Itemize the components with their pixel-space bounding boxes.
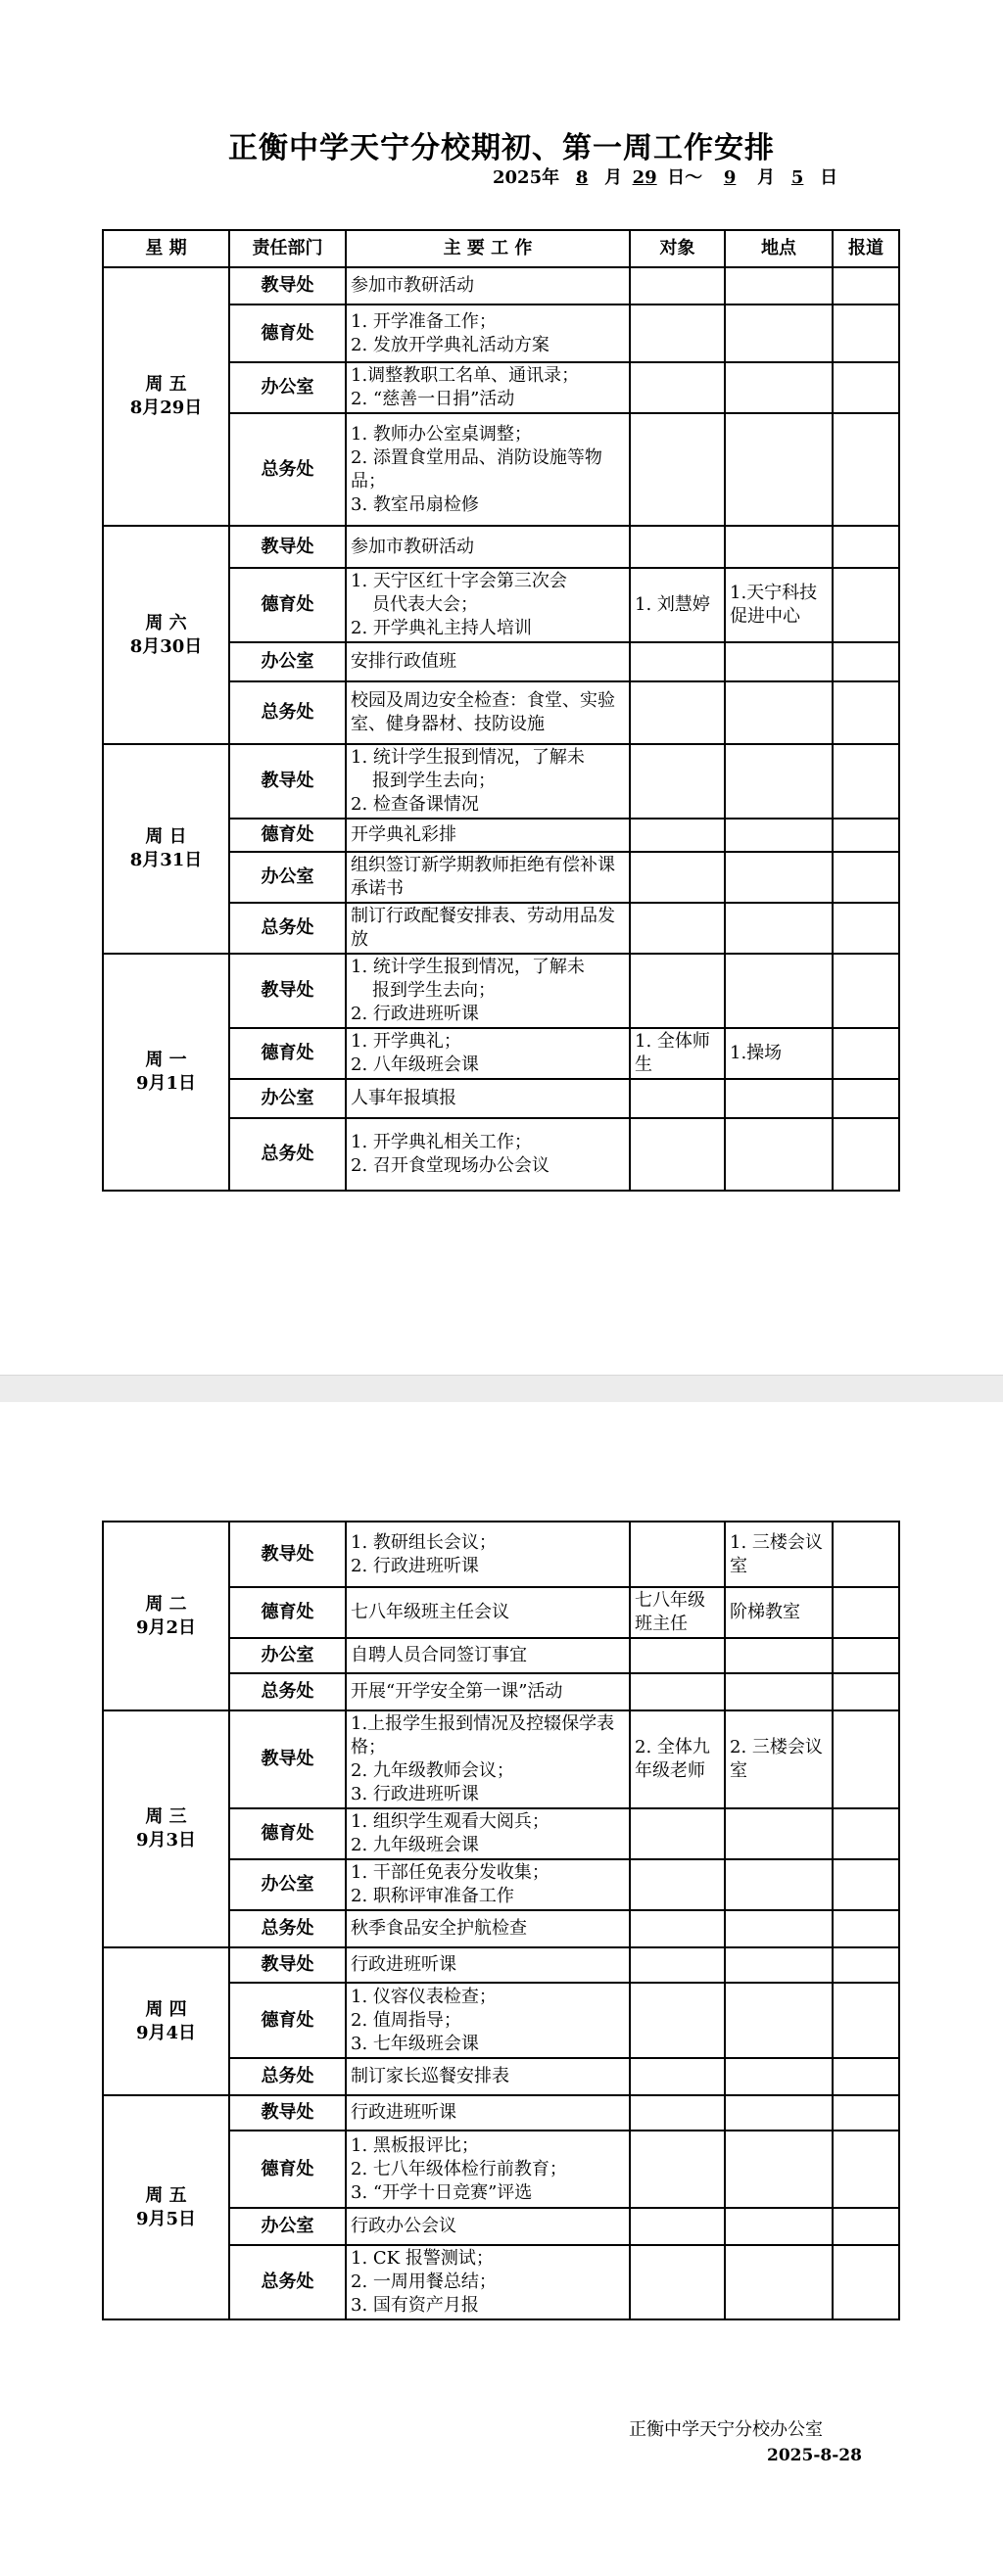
report-cell xyxy=(833,1587,899,1638)
report-cell xyxy=(833,819,899,852)
location-cell: 阶梯教室 xyxy=(725,1587,833,1638)
target-cell xyxy=(630,2208,725,2245)
work-cell xyxy=(346,267,630,304)
work-line: 制订行政配餐安排表、劳动用品发放 xyxy=(351,906,615,950)
target-cell xyxy=(630,1522,725,1587)
department-cell: 教导处 xyxy=(229,954,346,1028)
work-line: 报到学生去向； xyxy=(372,771,496,791)
location-cell xyxy=(725,1859,833,1910)
work-cell xyxy=(346,413,630,526)
work-cell xyxy=(346,681,630,744)
work-line: 3. 国有资产月报 xyxy=(351,2295,479,2316)
department-cell: 德育处 xyxy=(229,1983,346,2058)
work-cell xyxy=(346,1522,630,1587)
schedule-table-page-2 xyxy=(102,1521,900,2320)
target-cell xyxy=(630,1673,725,1710)
department-cell: 办公室 xyxy=(229,642,346,681)
department-cell: 办公室 xyxy=(229,852,346,903)
target-cell xyxy=(630,267,725,304)
report-cell xyxy=(833,2131,899,2208)
department-cell: 教导处 xyxy=(229,2095,346,2131)
location-cell xyxy=(725,2058,833,2095)
report-cell xyxy=(833,2058,899,2095)
report-cell xyxy=(833,526,899,568)
location-cell xyxy=(725,2095,833,2131)
location-cell xyxy=(725,744,833,819)
report-cell xyxy=(833,304,899,362)
work-cell xyxy=(346,1587,630,1638)
location-cell: 1.操场 xyxy=(725,1028,833,1079)
day-cell: 周 三 9月3日 xyxy=(103,1710,229,1947)
target-cell xyxy=(630,903,725,954)
table-row xyxy=(103,2095,899,2131)
table-header-row xyxy=(103,230,899,267)
report-cell xyxy=(833,1028,899,1079)
report-cell xyxy=(833,2208,899,2245)
work-line: 1. 开学准备工作； xyxy=(351,310,497,332)
target-cell xyxy=(630,526,725,568)
table-row xyxy=(103,526,899,568)
location-cell xyxy=(725,954,833,1028)
work-line: 1.上报学生报到情况及控辍保学表格； xyxy=(351,1713,615,1757)
work-cell xyxy=(346,2095,630,2131)
day-cell: 周 四 9月4日 xyxy=(103,1947,229,2095)
work-line: 参加市教研活动 xyxy=(351,275,474,296)
schedule-table-page-1 xyxy=(102,229,900,1192)
report-cell xyxy=(833,1910,899,1947)
report-cell xyxy=(833,2095,899,2131)
document-title: 正衡中学天宁分校期初、第一周工作安排 xyxy=(228,131,775,165)
day-cell: 周 五 9月5日 xyxy=(103,2095,229,2319)
work-cell xyxy=(346,852,630,903)
work-cell xyxy=(346,1710,630,1808)
work-line: 开展“开学安全第一课”活动 xyxy=(351,1681,563,1702)
location-cell xyxy=(725,852,833,903)
work-cell xyxy=(346,2131,630,2208)
work-line: 2. 行政进班听课 xyxy=(351,1555,479,1576)
report-cell xyxy=(833,852,899,903)
work-line: 2. 职称评审准备工作 xyxy=(351,1886,514,1906)
work-line: 安排行政值班 xyxy=(351,651,456,672)
work-line: 2. 检查备课情况 xyxy=(351,794,479,815)
table-row xyxy=(103,954,899,1028)
work-cell xyxy=(346,744,630,819)
work-line: 1. 教师办公室桌调整； xyxy=(351,423,532,445)
location-cell: 2. 三楼会议室 xyxy=(725,1710,833,1808)
work-line: 1. 仪容仪表检查； xyxy=(351,1986,497,2007)
location-cell xyxy=(725,413,833,526)
work-cell xyxy=(346,1947,630,1983)
end-day: 5 xyxy=(790,167,804,188)
document-page-2 xyxy=(0,1402,1003,2576)
report-cell xyxy=(833,642,899,681)
work-line: 制订家长巡餐安排表 xyxy=(351,2066,509,2086)
department-cell: 总务处 xyxy=(229,681,346,744)
header-department: 责任部门 xyxy=(229,230,346,267)
target-cell xyxy=(630,1638,725,1673)
work-cell xyxy=(346,526,630,568)
target-cell xyxy=(630,852,725,903)
target-cell xyxy=(630,681,725,744)
header-weekday: 星 期 xyxy=(103,230,229,267)
location-cell xyxy=(725,1910,833,1947)
work-line: 行政进班听课 xyxy=(351,2102,456,2123)
work-line: 七八年级班主任会议 xyxy=(351,1602,509,1622)
work-line: 秋季食品安全护航检查 xyxy=(351,1918,527,1939)
work-cell xyxy=(346,1028,630,1079)
work-cell xyxy=(346,819,630,852)
footer-date: 2025-8-28 xyxy=(767,2446,862,2465)
report-cell xyxy=(833,568,899,642)
location-cell xyxy=(725,362,833,413)
target-cell xyxy=(630,1983,725,2058)
work-line: 校园及周边安全检查：食堂、实验室、健身器材、技防设施 xyxy=(351,690,615,734)
report-cell xyxy=(833,1673,899,1710)
work-line: 3. 七年级班会课 xyxy=(351,2033,479,2054)
department-cell: 办公室 xyxy=(229,1079,346,1118)
start-month: 8 xyxy=(575,167,589,188)
footer-organization: 正衡中学天宁分校办公室 xyxy=(629,2419,823,2440)
target-cell xyxy=(630,413,725,526)
header-report: 报道 xyxy=(833,230,899,267)
header-location: 地点 xyxy=(725,230,833,267)
location-cell xyxy=(725,1079,833,1118)
target-cell: 1. 刘慧婷 xyxy=(630,568,725,642)
department-cell: 办公室 xyxy=(229,1859,346,1910)
location-cell: 1. 三楼会议室 xyxy=(725,1522,833,1587)
work-line: 3. “开学十日竞赛”评选 xyxy=(351,2181,533,2203)
department-cell: 总务处 xyxy=(229,1673,346,1710)
department-cell: 德育处 xyxy=(229,1808,346,1859)
target-cell xyxy=(630,304,725,362)
department-cell: 教导处 xyxy=(229,526,346,568)
department-cell: 总务处 xyxy=(229,1910,346,1947)
department-cell: 教导处 xyxy=(229,1522,346,1587)
work-cell xyxy=(346,1079,630,1118)
location-cell xyxy=(725,1638,833,1673)
work-line: 行政办公会议 xyxy=(351,2216,456,2236)
work-line: 2. 开学典礼主持人培训 xyxy=(351,618,532,638)
work-line: 1. 干部任免表分发收集； xyxy=(351,1862,549,1883)
department-cell: 德育处 xyxy=(229,568,346,642)
location-cell xyxy=(725,819,833,852)
work-line: 报到学生去向； xyxy=(372,980,496,1001)
day-cell: 周 二 9月2日 xyxy=(103,1522,229,1710)
work-line: 1. 统计学生报到情况，了解未 xyxy=(351,957,585,977)
table-row xyxy=(103,1947,899,1983)
target-cell xyxy=(630,954,725,1028)
department-cell: 德育处 xyxy=(229,304,346,362)
work-cell xyxy=(346,2058,630,2095)
department-cell: 教导处 xyxy=(229,1947,346,1983)
target-cell xyxy=(630,1808,725,1859)
department-cell: 总务处 xyxy=(229,903,346,954)
department-cell: 办公室 xyxy=(229,2208,346,2245)
work-cell xyxy=(346,1808,630,1859)
work-cell xyxy=(346,903,630,954)
location-cell xyxy=(725,1673,833,1710)
work-line: 1. 教研组长会议； xyxy=(351,1531,497,1553)
work-line: 1. 开学典礼； xyxy=(351,1031,461,1052)
work-line: 2. 一周用餐总结； xyxy=(351,2272,497,2292)
location-cell xyxy=(725,267,833,304)
department-cell: 教导处 xyxy=(229,267,346,304)
page-separator xyxy=(0,1375,1003,1404)
report-cell xyxy=(833,744,899,819)
table-row xyxy=(103,1522,899,1587)
work-line: 开学典礼彩排 xyxy=(351,824,456,845)
target-cell: 1. 全体师生 xyxy=(630,1028,725,1079)
location-cell xyxy=(725,1808,833,1859)
work-line: 2. 八年级班会课 xyxy=(351,1054,479,1075)
target-cell xyxy=(630,744,725,819)
work-line: 1. CK 报警测试； xyxy=(351,2248,494,2269)
work-cell xyxy=(346,1673,630,1710)
report-cell xyxy=(833,681,899,744)
table-row xyxy=(103,744,899,819)
target-cell: 2. 全体九年级老师 xyxy=(630,1710,725,1808)
department-cell: 教导处 xyxy=(229,1710,346,1808)
target-cell xyxy=(630,1910,725,1947)
report-cell xyxy=(833,1859,899,1910)
report-cell xyxy=(833,2245,899,2319)
work-cell xyxy=(346,304,630,362)
department-cell: 总务处 xyxy=(229,2245,346,2319)
department-cell: 办公室 xyxy=(229,362,346,413)
report-cell xyxy=(833,1710,899,1808)
work-line: 1. 黑板报评比； xyxy=(351,2134,479,2156)
work-cell xyxy=(346,954,630,1028)
target-cell xyxy=(630,1079,725,1118)
work-cell xyxy=(346,2208,630,2245)
work-cell xyxy=(346,2245,630,2319)
report-cell xyxy=(833,267,899,304)
report-cell xyxy=(833,1079,899,1118)
table-row xyxy=(103,267,899,304)
work-cell xyxy=(346,568,630,642)
target-cell xyxy=(630,1118,725,1191)
work-cell xyxy=(346,362,630,413)
department-cell: 德育处 xyxy=(229,819,346,852)
target-cell xyxy=(630,642,725,681)
department-cell: 德育处 xyxy=(229,2131,346,2208)
report-cell xyxy=(833,1983,899,2058)
work-line: 行政进班听课 xyxy=(351,1954,456,1975)
work-line: 参加市教研活动 xyxy=(351,536,474,557)
work-line: 2. 九年级班会课 xyxy=(351,1835,479,1855)
start-day: 29 xyxy=(632,167,657,188)
work-line: 组织签订新学期教师拒绝有偿补课承诺书 xyxy=(351,855,615,899)
location-cell xyxy=(725,642,833,681)
work-line: 人事年报填报 xyxy=(351,1088,456,1108)
work-cell xyxy=(346,1983,630,2058)
location-cell xyxy=(725,304,833,362)
report-cell xyxy=(833,1808,899,1859)
work-cell xyxy=(346,1638,630,1673)
work-line: 2. 行政进班听课 xyxy=(351,1004,479,1024)
report-cell xyxy=(833,1638,899,1673)
work-line: 2. 值周指导； xyxy=(351,2009,461,2031)
table-row xyxy=(103,1710,899,1808)
report-cell xyxy=(833,1522,899,1587)
location-cell xyxy=(725,2208,833,2245)
end-month: 9 xyxy=(723,167,737,188)
department-cell: 总务处 xyxy=(229,413,346,526)
department-cell: 总务处 xyxy=(229,1118,346,1191)
report-cell xyxy=(833,413,899,526)
target-cell xyxy=(630,2058,725,2095)
location-cell xyxy=(725,2131,833,2208)
work-cell xyxy=(346,1910,630,1947)
location-cell xyxy=(725,1983,833,2058)
work-line: 1.调整教职工名单、通讯录； xyxy=(351,365,580,386)
location-cell xyxy=(725,526,833,568)
header-main-work: 主 要 工 作 xyxy=(346,230,630,267)
target-cell xyxy=(630,2095,725,2131)
department-cell: 总务处 xyxy=(229,2058,346,2095)
work-cell xyxy=(346,1859,630,1910)
date-range: 2025年 8 月 29 日～ 9 月 5 日 xyxy=(493,167,838,188)
department-cell: 德育处 xyxy=(229,1587,346,1638)
work-cell xyxy=(346,1118,630,1191)
work-line: 2. 七八年级体检行前教育； xyxy=(351,2158,567,2179)
target-cell xyxy=(630,2245,725,2319)
report-cell xyxy=(833,1118,899,1191)
work-line: 1. 天宁区红十字会第三次会 xyxy=(351,571,567,591)
location-cell xyxy=(725,1947,833,1983)
day-cell: 周 日 8月31日 xyxy=(103,744,229,954)
target-cell xyxy=(630,1947,725,1983)
report-cell xyxy=(833,903,899,954)
work-line: 3. 行政进班听课 xyxy=(351,1784,479,1804)
work-line: 2. 发放开学典礼活动方案 xyxy=(351,334,549,355)
target-cell xyxy=(630,362,725,413)
work-line: 自聘人员合同签订事宜 xyxy=(351,1645,527,1665)
target-cell xyxy=(630,2131,725,2208)
work-line: 2. 九年级教师会议； xyxy=(351,1760,514,1781)
location-cell: 1.天宁科技促进中心 xyxy=(725,568,833,642)
target-cell xyxy=(630,819,725,852)
work-line: 3. 教室吊扇检修 xyxy=(351,493,479,515)
department-cell: 办公室 xyxy=(229,1638,346,1673)
target-cell xyxy=(630,1859,725,1910)
department-cell: 德育处 xyxy=(229,1028,346,1079)
day-cell: 周 一 9月1日 xyxy=(103,954,229,1191)
work-line: 2. “慈善一日捐”活动 xyxy=(351,389,515,409)
day-cell: 周 六 8月30日 xyxy=(103,526,229,744)
department-cell: 教导处 xyxy=(229,744,346,819)
target-cell: 七八年级班主任 xyxy=(630,1587,725,1638)
location-cell xyxy=(725,903,833,954)
work-line: 1. 组织学生观看大阅兵； xyxy=(351,1811,549,1832)
work-line: 1. 开学典礼相关工作； xyxy=(351,1132,532,1152)
location-cell xyxy=(725,681,833,744)
work-line: 1. 统计学生报到情况，了解未 xyxy=(351,747,585,768)
day-cell: 周 五 8月29日 xyxy=(103,267,229,526)
location-cell xyxy=(725,1118,833,1191)
work-line: 2. 召开食堂现场办公会议 xyxy=(351,1155,549,1176)
header-target: 对象 xyxy=(630,230,725,267)
work-cell xyxy=(346,642,630,681)
report-cell xyxy=(833,954,899,1028)
report-cell xyxy=(833,362,899,413)
location-cell xyxy=(725,2245,833,2319)
report-cell xyxy=(833,1947,899,1983)
work-line: 员代表大会； xyxy=(372,594,478,615)
work-line: 2. 添置食堂用品、消防设施等物品； xyxy=(351,446,602,492)
